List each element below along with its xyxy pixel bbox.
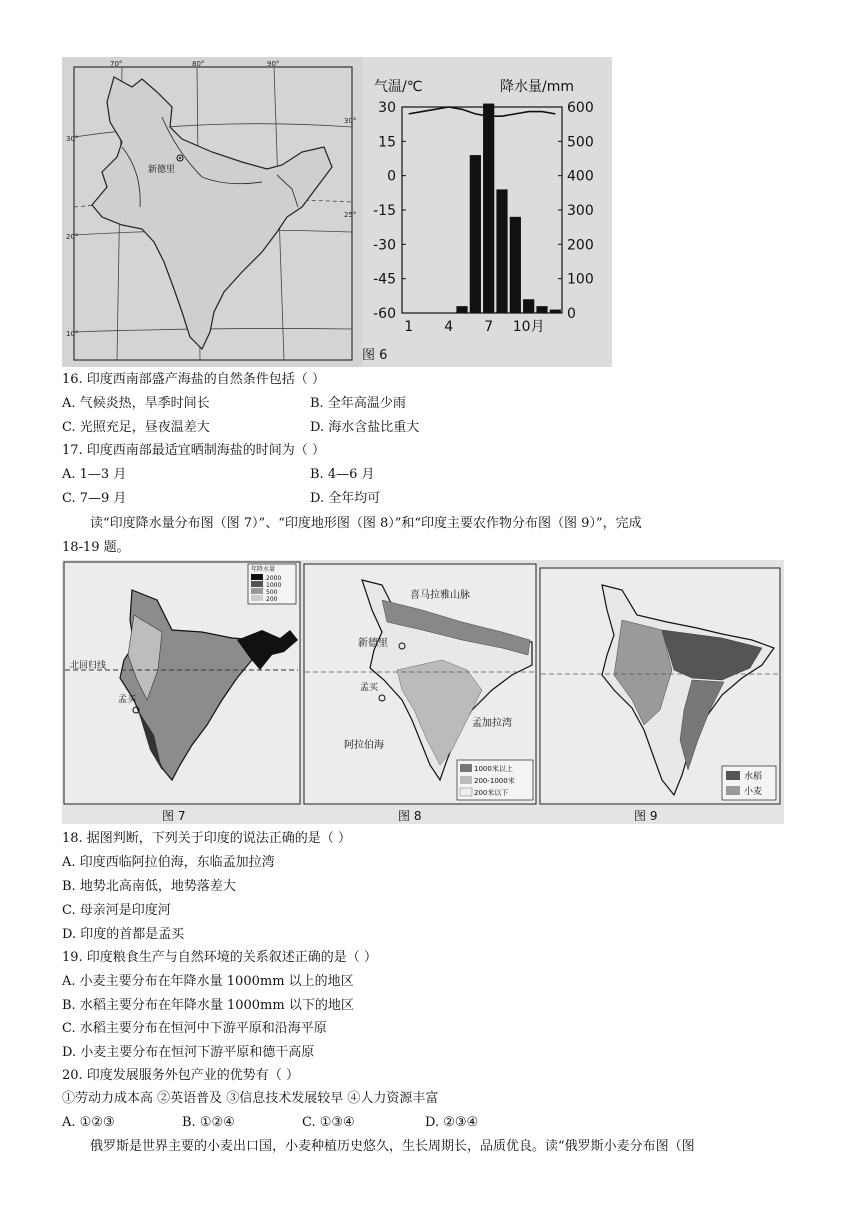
temperature-tick-label: 30 (378, 100, 396, 116)
question-16-option-d: D. 海水含盐比重大 (310, 420, 420, 435)
question-20-stem: 20. 印度发展服务外包产业的优势有（ ） (62, 1068, 299, 1083)
month-tick-label: 4 (444, 319, 454, 335)
question-18-option-d: D. 印度的首都是孟买 (62, 927, 185, 942)
precipitation-tick-label: 600 (567, 100, 594, 116)
map-lon-label: 70° (110, 60, 123, 68)
temperature-tick-label: 15 (378, 134, 396, 151)
tropic-label: 北回归线 (70, 661, 107, 671)
precipitation-tick-label: 200 (567, 237, 594, 254)
fig7-legend-title: 年降水量 (251, 566, 276, 573)
intro-line-1: 读“印度降水量分布图（图 7）”、“印度地形图（图 8）”和“印度主要农作物分布图（图 9）”，完成 (90, 516, 642, 531)
figure-7-8-9-photo (62, 560, 784, 824)
fig8-city-label: 孟买 (360, 683, 379, 693)
figure-6-svg (62, 57, 612, 367)
question-16-stem: 16. 印度西南部盛产海盐的自然条件包括（ ） (62, 372, 325, 387)
precipitation-bar (510, 217, 521, 313)
temperature-tick-label: 0 (387, 168, 396, 185)
temperature-tick-label: -45 (373, 271, 396, 288)
question-19-option-b: B. 水稻主要分布在年降水量 1000mm 以下的地区 (62, 998, 354, 1013)
bay-label: 孟加拉湾 (472, 718, 512, 729)
question-18-option-a: A. 印度西临阿拉伯海，东临孟加拉湾 (62, 855, 275, 870)
question-18-option-c: C. 母亲河是印度河 (62, 903, 171, 918)
precipitation-tick-label: 300 (567, 203, 594, 219)
question-17-option-c: C. 7—9 月 (62, 491, 127, 506)
precipitation-tick-label: 400 (567, 168, 594, 185)
question-16-option-b: B. 全年高温少雨 (310, 396, 406, 411)
precipitation-bar (496, 189, 507, 313)
temperature-axis-label: 气温/℃ (374, 79, 423, 95)
question-17-stem: 17. 印度西南部最适宜晒制海盐的时间为（ ） (62, 443, 325, 458)
question-20-option-d: D. ②③④ (425, 1115, 479, 1130)
fig9-legend-item: 小麦 (744, 787, 763, 797)
question-20-option-c: C. ①③④ (302, 1115, 355, 1130)
intro-paragraph-russia (62, 1135, 798, 1159)
intro-russia-line-1: 俄罗斯是世界主要的小麦出口国，小麦种植历史悠久，生长周期长，品质优良。读“俄罗斯小麦分布图（图 (90, 1139, 695, 1154)
month-tick-label: 7 (484, 319, 494, 335)
temperature-tick-label: -60 (373, 306, 396, 322)
fig7-legend-item: 2000 (266, 575, 282, 582)
question-19-stem: 19. 印度粮食生产与自然环境的关系叙述正确的是（ ） (62, 950, 377, 965)
precipitation-bar (550, 310, 561, 313)
precipitation-bar (536, 306, 547, 313)
question-19-option-c: C. 水稻主要分布在恒河中下游平原和沿海平原 (62, 1021, 327, 1036)
map-lat-label: 30° (344, 117, 357, 125)
question-17-option-a: A. 1—3 月 (62, 467, 127, 482)
figures-svg (62, 560, 784, 824)
figure-6-label: 图 6 (362, 348, 388, 363)
question-18-stem: 18. 据图判断，下列关于印度的说法正确的是（ ） (62, 831, 351, 846)
temperature-tick-label: -30 (373, 237, 396, 254)
map-lat-label: 30° (66, 135, 79, 143)
precipitation-tick-label: 0 (567, 306, 576, 322)
map-lat-label: 25° (344, 211, 357, 219)
fig7-legend-item: 200 (266, 596, 278, 603)
question-17-option-d: D. 全年均可 (310, 491, 381, 506)
precipitation-bar (456, 306, 467, 313)
figure-6-photo (62, 57, 612, 367)
sea-label: 阿拉伯海 (344, 740, 384, 751)
intro-line-2: 18-19 题。 (62, 540, 130, 555)
intro-paragraph-18-19 (62, 512, 798, 560)
fig9-legend-item: 水稻 (744, 772, 763, 782)
precipitation-bar (523, 299, 534, 313)
fig7-city-label: 孟买 (118, 695, 137, 705)
mountain-label: 喜马拉雅山脉 (410, 590, 470, 601)
fig8-legend-item: 200-1000米 (474, 777, 515, 785)
precipitation-bar (470, 155, 481, 313)
map-lat-label: 20° (66, 233, 79, 241)
fig7-legend-item: 500 (266, 589, 278, 596)
map-lat-label: 10° (66, 330, 79, 338)
map-lon-label: 80° (192, 60, 205, 68)
precipitation-bar (483, 104, 494, 313)
figure-9-label: 图 9 (634, 809, 658, 823)
map-lon-label: 90° (267, 60, 280, 68)
question-20-items: ①劳动力成本高 ②英语普及 ③信息技术发展较早 ④人力资源丰富 (62, 1091, 439, 1106)
figure-7-label: 图 7 (162, 809, 186, 823)
fig8-legend-item: 200米以下 (474, 789, 509, 797)
figure-8-label: 图 8 (398, 809, 422, 823)
question-16-option-a: A. 气候炎热，旱季时间长 (62, 396, 210, 411)
question-17-option-b: B. 4—6 月 (310, 467, 375, 482)
temperature-tick-label: -15 (373, 203, 396, 219)
map-city-label: 新德里 (148, 165, 176, 175)
fig7-legend-item: 1000 (266, 582, 282, 589)
question-19-option-d: D. 小麦主要分布在恒河下游平原和德干高原 (62, 1045, 315, 1060)
precipitation-tick-label: 500 (567, 134, 594, 151)
fig8-capital-label: 新德里 (358, 638, 388, 649)
question-18-option-b: B. 地势北高南低，地势落差大 (62, 879, 236, 894)
question-20-option-a: A. ①②③ (62, 1115, 115, 1130)
precipitation-axis-label: 降水量/mm (500, 79, 574, 95)
precipitation-tick-label: 100 (567, 271, 594, 288)
question-19-option-a: A. 小麦主要分布在年降水量 1000mm 以上的地区 (62, 974, 354, 989)
question-20-option-b: B. ①②④ (182, 1115, 235, 1130)
month-tick-label: 10月 (512, 319, 545, 335)
month-tick-label: 1 (404, 319, 414, 335)
fig8-legend-item: 1000米以上 (474, 765, 513, 773)
question-16-option-c: C. 光照充足，昼夜温差大 (62, 420, 210, 435)
